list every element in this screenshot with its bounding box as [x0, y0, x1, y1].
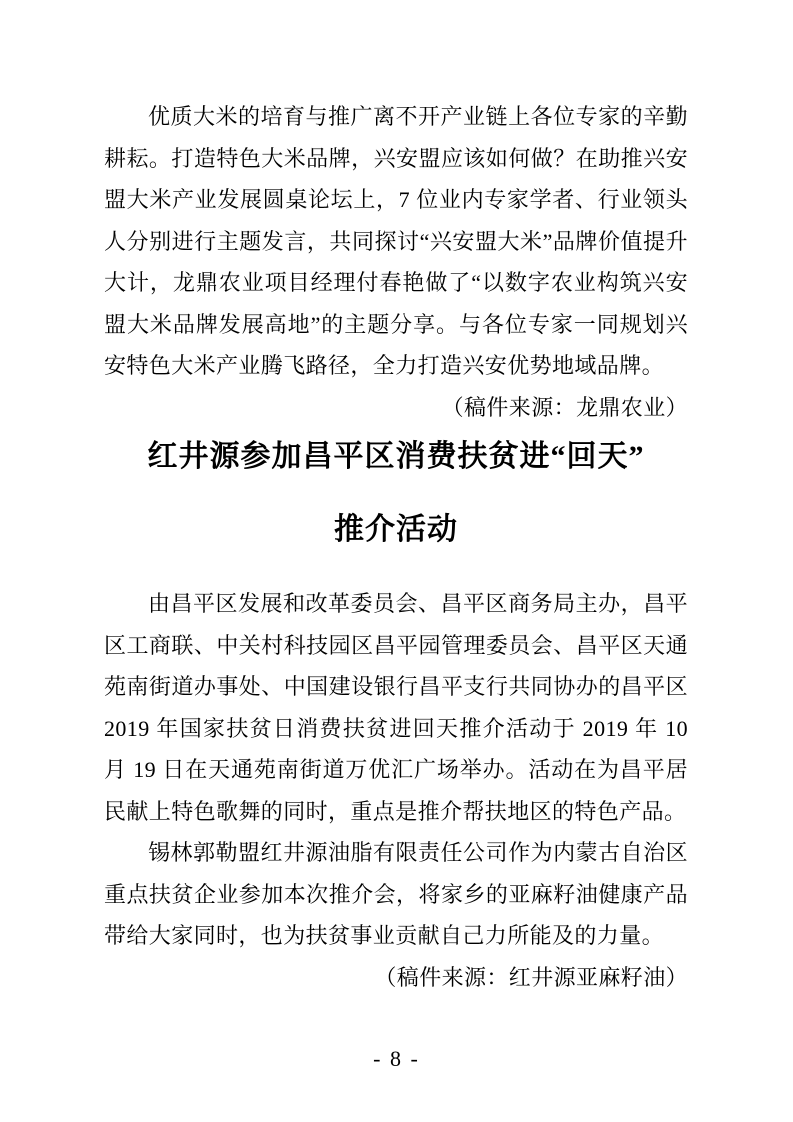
- source-line-longding-agriculture: （稿件来源：龙鼎农业）: [441, 394, 688, 420]
- paragraph-hongjingyuan-participation: 锡林郭勒盟红井源油脂有限责任公司作为内蒙古自治区重点扶贫企业参加本次推介会，将家乡的亚麻籽油健康产品带给大家同时，也为扶贫事业贡献自己力所能及的力量。: [104, 840, 688, 948]
- article-title-line1: 红井源参加昌平区消费扶贫进“回天”: [147, 440, 645, 473]
- article-title-line2: 推介活动: [334, 513, 458, 546]
- paragraph-rice-article-continuation: 优质大米的培育与推广离不开产业链上各位专家的辛勤耕耘。打造特色大米品牌，兴安盟应该如何做？在助推兴安盟大米产业发展圆桌论坛上，7 位业内专家学者、行业领头人分别进行主题发言，共同探讨“兴安盟大米”品牌价值提升大计，龙鼎农业项目经理付春艳做了“以数字农业构筑兴安盟大米品牌发展高地”的主题分享。与各位专家一同规划兴安特色大米产业腾飞路径，全力打造兴安优势地域品牌。: [104, 104, 688, 378]
- paragraph-event-overview: 由昌平区发展和改革委员会、昌平区商务局主办，昌平区工商联、中关村科技园区昌平园管理委员会、昌平区天通苑南街道办事处、中国建设银行昌平支行共同协办的昌平区 2019 年国家扶贫日消费扶贫进回天推介活动于 2019 年 10 月 19 日在天通苑南街道万优汇广场举办。活动在为昌平居民献上特色歌舞的同时，重点是推介帮扶地区的特色产品。: [104, 591, 688, 824]
- source-line-hongjingyuan-flaxseed-oil: （稿件来源：红井源亚麻籽油）: [374, 964, 688, 990]
- page-number: - 8 -: [373, 1046, 420, 1071]
- article-title: [104, 420, 688, 566]
